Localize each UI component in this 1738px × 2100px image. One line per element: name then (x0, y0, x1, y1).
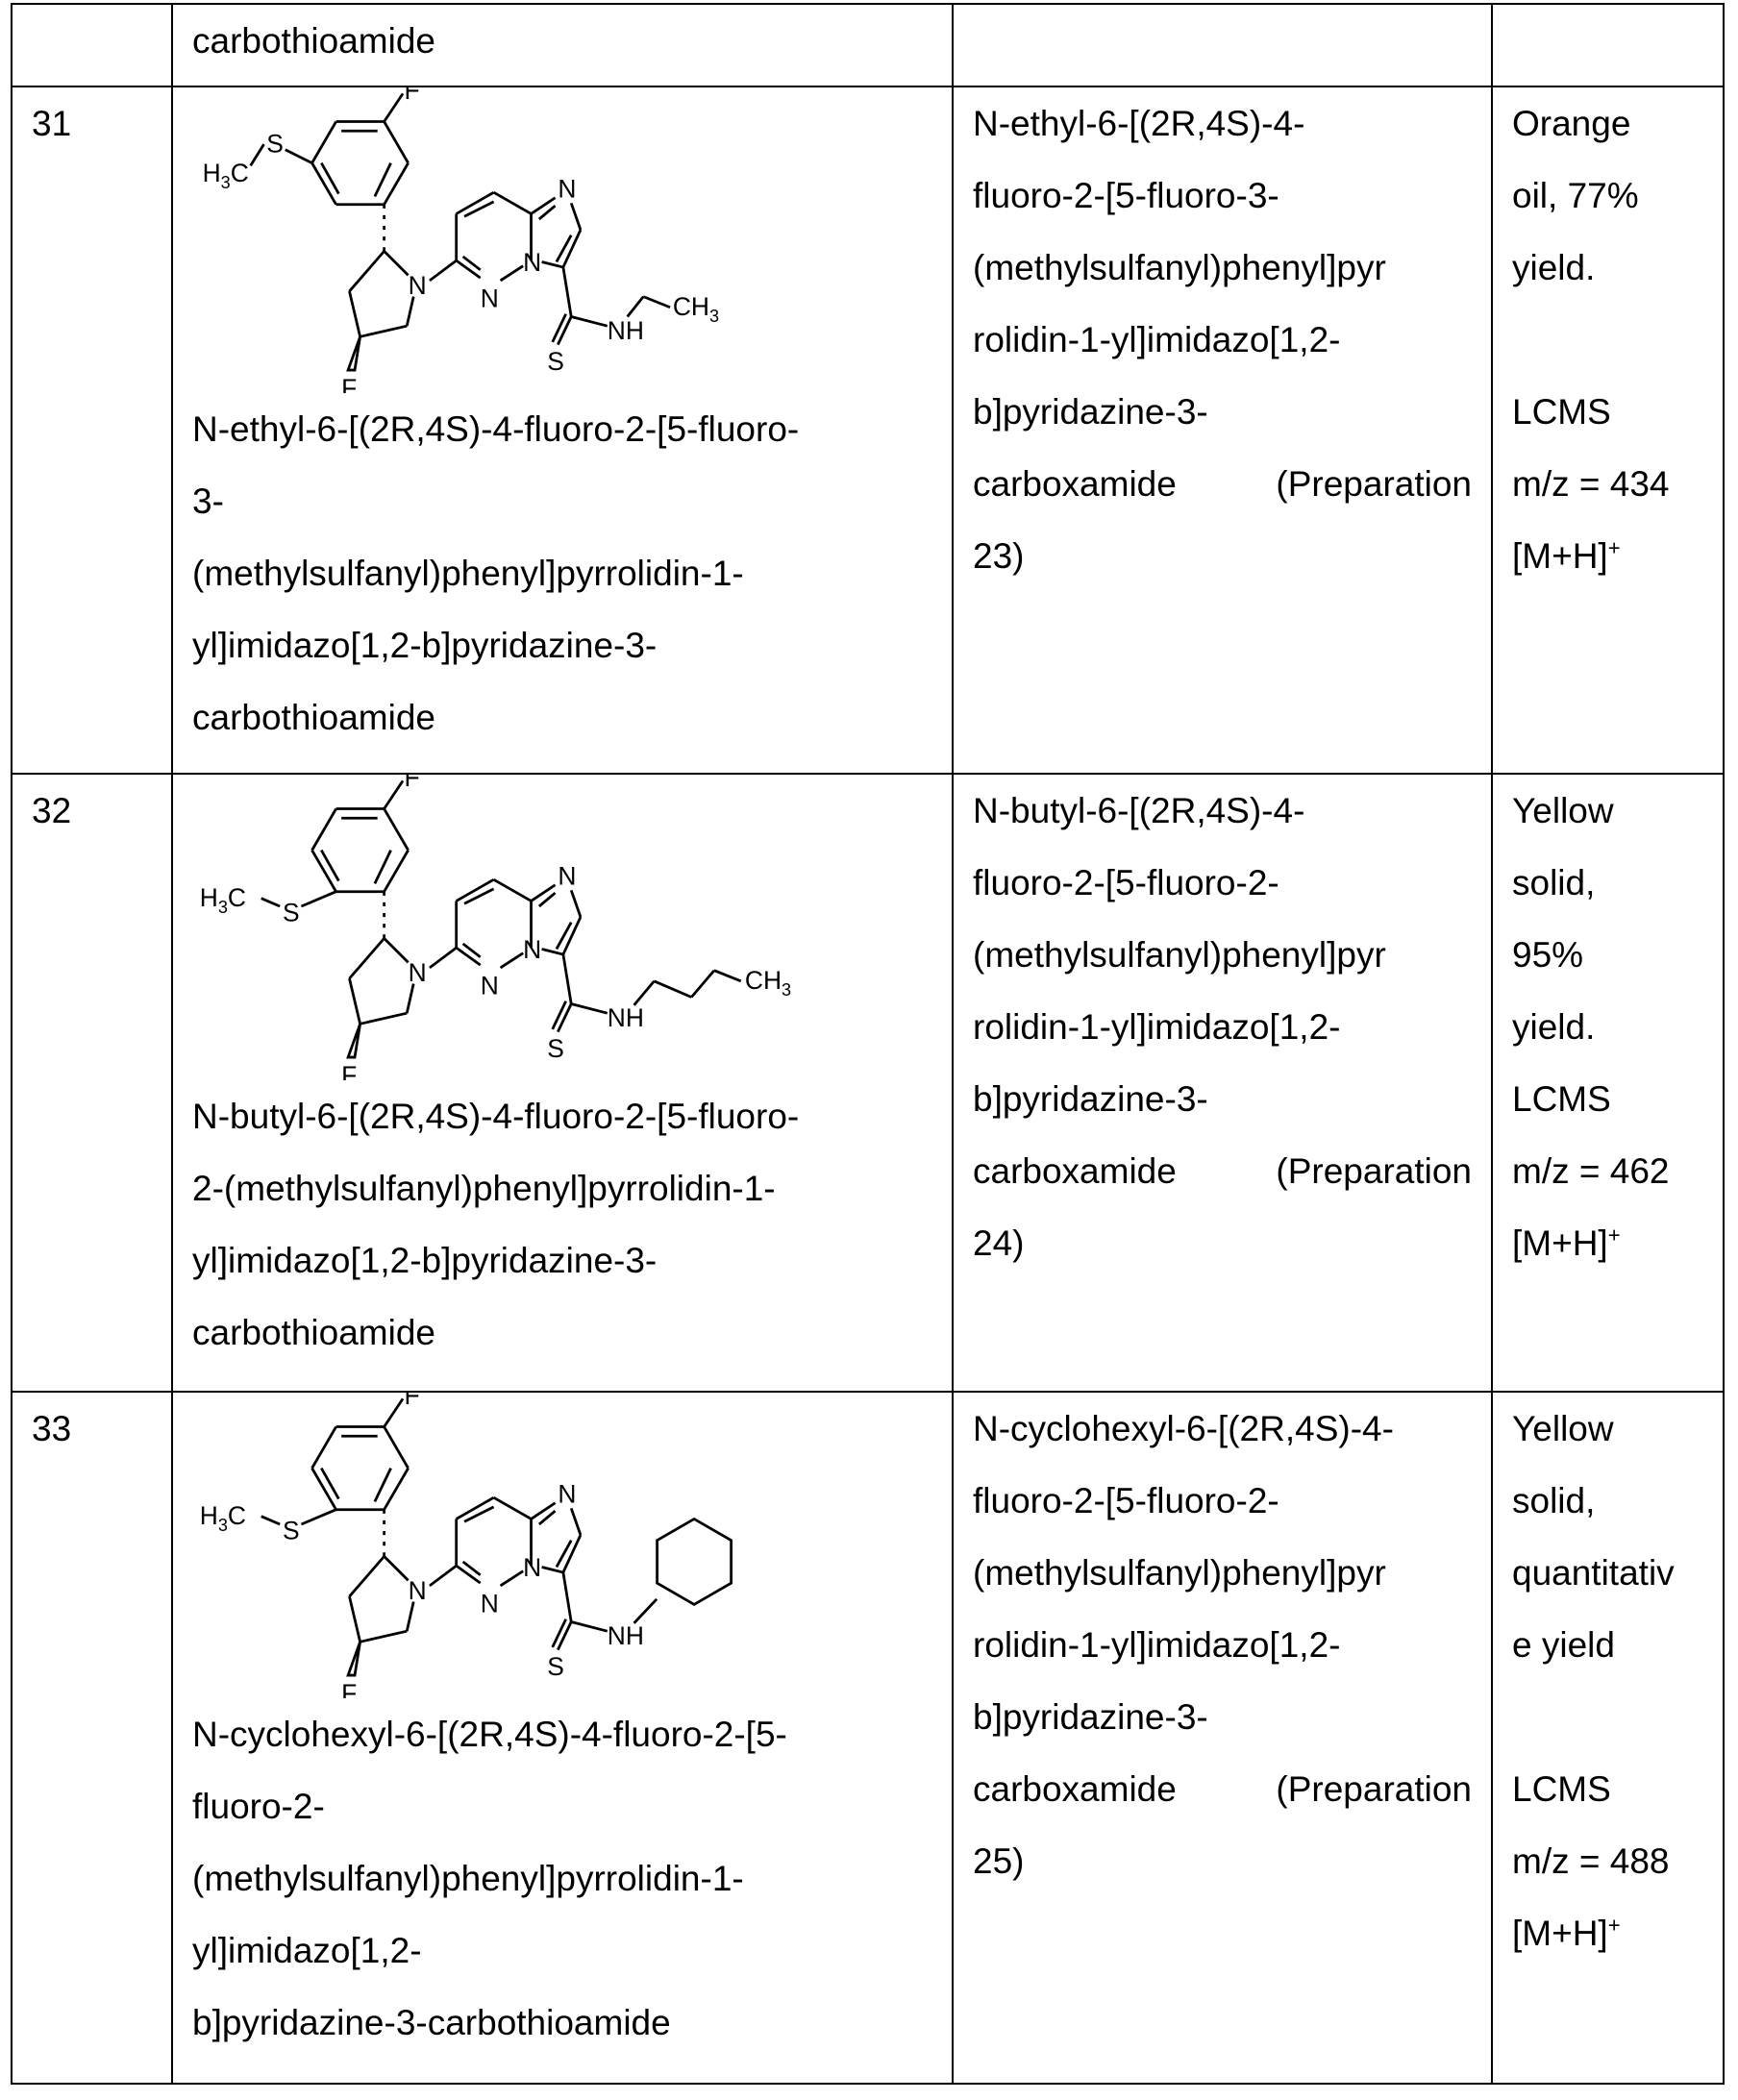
thiocarbonyl-bond (553, 1001, 566, 1029)
starting-material-cell (953, 774, 1492, 1392)
ring-bond (494, 1497, 532, 1519)
alkyl-bond (643, 297, 670, 308)
phenyl-bond (385, 809, 409, 851)
compound-name-line: carbothioamide (192, 5, 932, 77)
starting-material-line: rolidin-1-yl]imidazo[1,2- (973, 304, 1472, 376)
compound-cell (172, 86, 953, 774)
compound-name-line: 3- (192, 465, 932, 537)
ion-label: [M+H] (1512, 536, 1608, 576)
starting-material-line: b]pyridazine-3- (973, 1681, 1472, 1753)
result-line: m/z = 488 (1512, 1825, 1703, 1897)
table-row (12, 86, 1724, 774)
atom-label-f: F (341, 1679, 357, 1698)
atom-label-n: N (481, 1590, 499, 1618)
result-line (1512, 304, 1703, 376)
result-line: m/z = 434 (1512, 448, 1703, 520)
pyrrolidine-bond (385, 251, 409, 275)
atom-label-n: N (481, 284, 499, 313)
subscript-3: 3 (218, 1516, 228, 1535)
ring-bond (457, 1566, 481, 1583)
starting-material-cell (953, 86, 1492, 774)
phenyl-bond (312, 1427, 336, 1469)
example-number: 31 (32, 104, 71, 143)
fluoro-bond (385, 780, 403, 808)
starting-material-line: fluoro-2-[5-fluoro-3- (973, 160, 1472, 232)
atom-label-n: N (523, 248, 541, 277)
preparation-reference: 25) (973, 1825, 1472, 1897)
thioether-bond (251, 144, 264, 165)
starting-material-line: rolidin-1-yl]imidazo[1,2- (973, 991, 1472, 1063)
ring-bond (563, 917, 581, 954)
c-part: C (231, 159, 249, 187)
pyrrolidine-bond (360, 326, 408, 336)
table-row (12, 1392, 1724, 2084)
subscript-3: 3 (782, 980, 791, 1000)
compound-name-line: b]pyridazine-3-carbothioamide (192, 1987, 932, 2059)
atom-label-nh: NH (608, 316, 644, 345)
atom-label-nh: NH (608, 1003, 644, 1032)
c-part: C (228, 883, 246, 912)
phenyl-double-bond (375, 1469, 391, 1502)
result-line: yield. (1512, 232, 1703, 304)
atom-label-s: S (547, 1652, 564, 1681)
subscript-3: 3 (221, 173, 231, 192)
starting-material-word: carboxamide (973, 448, 1177, 520)
pyrrolidine-bond (349, 1556, 384, 1596)
lcms-ion (1512, 1207, 1703, 1279)
compound-name-line: fluoro-2- (192, 1770, 932, 1842)
result-line: LCMS (1512, 1753, 1703, 1825)
atom-label-n: N (523, 935, 541, 964)
starting-material-word: (Preparation (1276, 1135, 1472, 1207)
ion-label: [M+H] (1512, 1914, 1608, 1953)
compound-name-line: (methylsulfanyl)phenyl]pyrrolidin-1- (192, 1842, 932, 1915)
pyrrolidine-bond (360, 1013, 408, 1024)
pyrrolidine-bond (349, 1596, 360, 1642)
example-number: 33 (32, 1409, 71, 1448)
subscript-3: 3 (218, 898, 228, 917)
ring-double-bond (464, 1507, 494, 1521)
atom-label-s: S (283, 1516, 300, 1544)
phenyl-bond (312, 122, 336, 163)
chemical-structure (173, 773, 948, 1080)
result-cell (1492, 1392, 1724, 2084)
table-row (12, 774, 1724, 1392)
alkyl-bond (634, 981, 655, 1005)
h-part: H (200, 883, 218, 912)
ring-bond (532, 1503, 556, 1519)
starting-material-line: N-cyclohexyl-6-[(2R,4S)-4- (973, 1393, 1472, 1465)
wedge-stereo-bond (348, 1642, 360, 1675)
atom-label-nh: NH (608, 1621, 644, 1650)
amide-bond (571, 316, 608, 326)
h-part: H (203, 159, 221, 187)
atom-label-s: S (283, 898, 300, 926)
result-line: LCMS (1512, 1063, 1703, 1135)
structure-drawing (200, 773, 791, 1080)
starting-material-line (973, 448, 1472, 520)
pyrrolidine-bond (349, 291, 360, 336)
result-line: e yield (1512, 1609, 1703, 1681)
starting-material-word: (Preparation (1276, 1753, 1472, 1825)
ion-charge: + (1608, 536, 1621, 560)
thioether-bond (261, 1517, 280, 1524)
preparation-reference: 23) (973, 520, 1472, 592)
atom-label-n: N (558, 862, 576, 891)
example-number-cell (12, 86, 172, 774)
compound-name-line: yl]imidazo[1,2-b]pyridazine-3- (192, 609, 932, 681)
ion-charge: + (1608, 1223, 1621, 1248)
starting-material-line: (methylsulfanyl)phenyl]pyr (973, 919, 1472, 991)
pyrrolidine-bond (407, 297, 413, 327)
amide-bond (571, 1621, 608, 1631)
ring-bond (501, 953, 524, 968)
fluoro-bond (385, 93, 403, 121)
atom-label-f: F (404, 1391, 419, 1410)
ring-double-bond (464, 202, 494, 216)
atom-label-s: S (547, 1034, 564, 1063)
starting-material-line: N-ethyl-6-[(2R,4S)-4- (973, 87, 1472, 160)
compound-cell (172, 1392, 953, 2084)
pyrrolidine-bond (349, 251, 384, 291)
starting-material-word: (Preparation (1276, 448, 1472, 520)
ring-bond (542, 1567, 563, 1572)
atom-label-ch3 (745, 966, 791, 1000)
ring-bond (457, 948, 481, 965)
result-line: oil, 77% (1512, 160, 1703, 232)
ring-bond (532, 885, 556, 902)
atom-label-ch3 (673, 292, 719, 326)
atom-label-f: F (404, 86, 419, 105)
atom-label-f: F (341, 1061, 357, 1080)
example-number: 32 (32, 791, 71, 830)
alkyl-bond (654, 981, 691, 998)
result-line: LCMS (1512, 376, 1703, 448)
bond (563, 267, 571, 316)
ring-bond (501, 266, 524, 281)
amide-bond (571, 1003, 608, 1013)
atom-label-h3c (200, 883, 246, 917)
alkyl-bond (714, 971, 741, 981)
pyrrolidine-bond (349, 978, 360, 1024)
result-line: Yellow (1512, 775, 1703, 847)
pyrrolidine-bond (360, 1631, 408, 1642)
starting-material-line: fluoro-2-[5-fluoro-2- (973, 847, 1472, 919)
chemical-structure (173, 86, 948, 393)
result-line: m/z = 462 (1512, 1135, 1703, 1207)
ion-charge: + (1608, 1914, 1621, 1938)
bond (430, 948, 457, 968)
atom-label-n: N (523, 1553, 541, 1582)
ring-bond (571, 890, 581, 917)
cyclohexyl-ring (658, 1519, 732, 1604)
pyrrolidine-bond (385, 938, 409, 962)
ring-bond (494, 192, 532, 213)
compound-name-line: N-butyl-6-[(2R,4S)-4-fluoro-2-[5-fluoro- (192, 1080, 932, 1152)
thioether-bond (286, 150, 312, 163)
compound-name-line: N-ethyl-6-[(2R,4S)-4-fluoro-2-[5-fluoro- (192, 393, 932, 465)
phenyl-double-bond (375, 851, 391, 884)
compound-name-line: 2-(methylsulfanyl)phenyl]pyrrolidin-1- (192, 1152, 932, 1224)
example-number-cell (12, 1392, 172, 2084)
atom-label-h3c (200, 1501, 246, 1535)
starting-material-line: fluoro-2-[5-fluoro-2- (973, 1465, 1472, 1537)
result-line: solid, (1512, 1465, 1703, 1537)
thioether-bond (261, 899, 280, 906)
result-line: Yellow (1512, 1393, 1703, 1465)
compound-name-line: (methylsulfanyl)phenyl]pyrrolidin-1- (192, 537, 932, 609)
ring-bond (457, 260, 481, 278)
compound-cell (172, 774, 953, 1392)
compound-name-line: carbothioamide (192, 681, 932, 754)
starting-material-cell (953, 1392, 1492, 2084)
atom-label-n: N (409, 271, 427, 300)
atom-label-n: N (409, 1576, 427, 1605)
ring-bond (542, 261, 563, 267)
bond (563, 1572, 571, 1621)
thioether-bond (301, 1510, 335, 1524)
atom-label-f: F (341, 374, 357, 393)
table-row (12, 4, 1724, 86)
compound-name-line: yl]imidazo[1,2- (192, 1915, 932, 1987)
compound-cell (172, 4, 953, 86)
result-line: Orange (1512, 87, 1703, 160)
phenyl-bond (385, 1427, 409, 1469)
subscript-3: 3 (709, 307, 719, 326)
ion-label: [M+H] (1512, 1223, 1608, 1263)
starting-material-line: b]pyridazine-3- (973, 376, 1472, 448)
compound-name-line: carbothioamide (192, 1297, 932, 1369)
starting-material-line: b]pyridazine-3- (973, 1063, 1472, 1135)
ring-bond (542, 949, 563, 954)
ring-double-bond (464, 889, 494, 903)
thioether-bond (301, 892, 335, 906)
phenyl-double-bond (321, 163, 338, 194)
fluoro-bond (385, 1398, 403, 1426)
ch-part: CH (745, 966, 782, 995)
c-part: C (228, 1501, 246, 1530)
pyrrolidine-bond (407, 984, 413, 1014)
atom-label-n: N (558, 1480, 576, 1509)
result-cell (1492, 4, 1724, 86)
phenyl-double-bond (375, 163, 391, 197)
wedge-stereo-bond (348, 336, 360, 370)
h-part: H (200, 1501, 218, 1530)
structure-drawing (200, 1391, 732, 1698)
atom-label-s: S (547, 347, 564, 376)
result-line: 95% (1512, 919, 1703, 991)
atom-label-n: N (558, 175, 576, 204)
compound-name-line: N-cyclohexyl-6-[(2R,4S)-4-fluoro-2-[5- (192, 1698, 932, 1770)
atom-label-n: N (481, 972, 499, 1001)
bond (563, 954, 571, 1003)
thiocarbonyl-bond (553, 314, 566, 342)
bond (430, 260, 457, 281)
starting-material-line: (methylsulfanyl)phenyl]pyr (973, 232, 1472, 304)
result-line: quantitativ (1512, 1537, 1703, 1609)
lcms-ion (1512, 520, 1703, 592)
example-number-cell (12, 4, 172, 86)
chemical-structure (173, 1391, 948, 1698)
wedge-stereo-bond (348, 1024, 360, 1057)
thiocarbonyl-bond (558, 1003, 571, 1031)
starting-material-line (973, 1135, 1472, 1207)
preparation-reference: 24) (973, 1207, 1472, 1279)
ring-bond (571, 203, 581, 230)
compound-table (11, 3, 1725, 2085)
atom-label-n: N (409, 958, 427, 987)
alkyl-bond (628, 297, 644, 317)
structure-drawing (203, 86, 719, 393)
result-line: yield. (1512, 991, 1703, 1063)
thiocarbonyl-bond (558, 316, 571, 344)
ring-bond (532, 198, 556, 214)
ring-bond (494, 879, 532, 901)
atom-label-f: F (404, 773, 419, 792)
starting-material-line: (methylsulfanyl)phenyl]pyr (973, 1537, 1472, 1609)
thiocarbonyl-bond (558, 1621, 571, 1649)
phenyl-bond (385, 122, 409, 163)
starting-material-word: carboxamide (973, 1135, 1177, 1207)
ch-part: CH (673, 292, 709, 321)
starting-material-line: rolidin-1-yl]imidazo[1,2- (973, 1609, 1472, 1681)
pyrrolidine-bond (349, 938, 384, 978)
lcms-ion (1512, 1897, 1703, 1969)
example-number-cell (12, 774, 172, 1392)
atom-label-s: S (266, 130, 284, 159)
starting-material-line (973, 1753, 1472, 1825)
phenyl-double-bond (321, 851, 338, 881)
alkyl-bond (691, 971, 714, 998)
result-line: solid, (1512, 847, 1703, 919)
compound-name-line: yl]imidazo[1,2-b]pyridazine-3- (192, 1224, 932, 1297)
ring-bond (501, 1571, 524, 1586)
phenyl-double-bond (321, 1469, 338, 1499)
result-cell (1492, 86, 1724, 774)
bond (634, 1599, 658, 1623)
ring-bond (563, 230, 581, 267)
pyrrolidine-bond (385, 1556, 409, 1580)
phenyl-bond (312, 809, 336, 851)
starting-material-word: carboxamide (973, 1753, 1177, 1825)
result-cell (1492, 774, 1724, 1392)
result-line (1512, 1681, 1703, 1753)
starting-material-line: N-butyl-6-[(2R,4S)-4- (973, 775, 1472, 847)
ring-bond (563, 1535, 581, 1572)
atom-label-h3c (203, 159, 249, 192)
ring-bond (571, 1508, 581, 1535)
starting-material-cell (953, 4, 1492, 86)
bond (430, 1566, 457, 1586)
thiocarbonyl-bond (553, 1619, 566, 1647)
pyrrolidine-bond (407, 1602, 413, 1632)
